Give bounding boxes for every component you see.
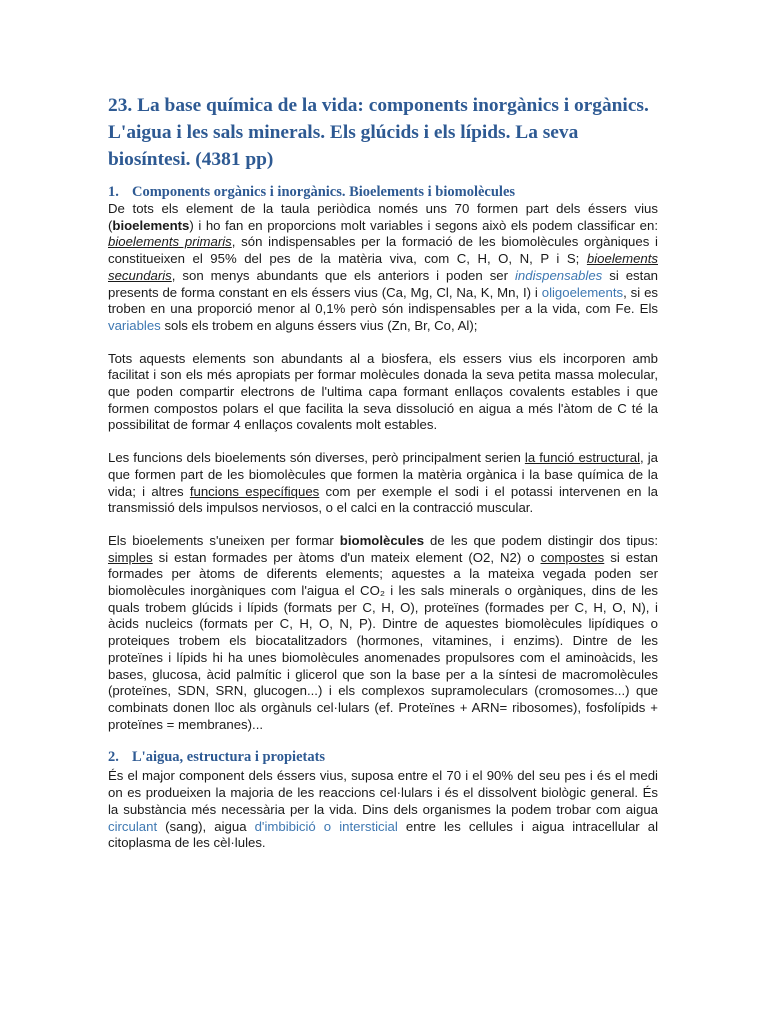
text-run: de les que podem distingir dos tipus: (424, 532, 658, 548)
section-1-paragraph-4 (108, 533, 658, 733)
section-1-heading-text: Components orgànics i inorgànics. Bioelements i biomolècules (132, 184, 516, 200)
section-1-paragraph-1 (108, 201, 658, 335)
document-page (108, 92, 658, 852)
term-secondary-bioelements: bioelements secundaris (108, 251, 658, 283)
text-run: De tots els element de la taula periòdica només uns 70 formen part dels éssers vius ( (108, 201, 658, 233)
text-run: (sang), aigua (157, 818, 255, 834)
text-run: entre les cellules i aigua intracellular al citoplasma de les cèl·lules. (108, 818, 658, 851)
text-run: , són indispensables per la formació de les biomolècules orgàniques i constitueixen el 95% del pes de la matèria viva, com C, H, O, N, P i S; (108, 234, 658, 267)
term-primary-bioelements: bioelements primaris (108, 234, 232, 250)
term-biomolecules: biomolècules (339, 532, 425, 548)
section-2-heading-text: L'aigua, estructura i propietats (132, 749, 326, 766)
section-1-paragraph-2: Tots aquests elements son abundants al a biosfera, els essers vius els incorporen amb facilitat i son els més apropiats per formar molècules donada la seva petita massa molecular, que poden compartir electrons de l'ultima capa formant enllaços covalents estables i que formen compostos polars el que facilita la seva dissolució en aigua a més l'àtom de C té la possibilitat de formar 4 enllaços covalents molt estables. (108, 350, 658, 433)
term-circulating: circulant (108, 818, 158, 834)
section-1-paragraph-3 (108, 450, 658, 517)
term-imbibition-interstitial: d'imbibició o intersticial (254, 818, 398, 834)
text-run: , si es troben en una proporció menor al 0,1% però són indispensables per a la vida, com Fe. Els (108, 284, 658, 317)
term-variables: variables (108, 317, 161, 333)
text-run: si estan formades per àtoms de diferents elements; aquestes a la mateixa vegada poden ser biomolècules inorgàniques com l'aigua el CO₂ i les sals minerals o orgàniques, dins de les quals trobem glúcids i lípids (formats per C, H, O), proteïnes (formades per C, H, O, N), i àcids nucleics (formats per C, H, O, N, P). Dintre de aquestes biomolècules lipídiques o proteiques trobem els biocatalitzadors (hormones, vitamines, i enzims). Dintre de les proteïnes i lípids hi ha unes biomolècules anomenades propulsores com el aminoàcids, les bases, glucosa, àcid palmític i glicerol que son la base per a la síntesi de macromolècules (proteïnes, SDN, SRN, glucogen...) i els complexos supramoleculars (cromosomes...) que combinats donen lloc als orgànuls cel·lulars (ef. Proteïnes + ARN= ribosomes), fosfolípids + proteïnes = membranes)... (108, 549, 658, 732)
text-run: si estan presents de forma constant en els éssers vius (Ca, Mg, Cl, Na, K, Mn, I) i (108, 267, 658, 300)
term-simple: simples (108, 549, 153, 565)
term-bioelements: bioelements (112, 217, 190, 233)
text-run: Els bioelements s'uneixen per formar (108, 532, 340, 548)
term-oligoelements: oligoelements (541, 284, 624, 300)
document-title: 23. La base química de la vida: components inorgànics i orgànics. L'aigua i les sals minerals. Els glúcids i els lípids. La seva biosíntesi. (4381 pp) (108, 95, 649, 170)
text-run: Les funcions dels bioelements són diverses, però principalment serien (108, 450, 525, 466)
text-run: si estan formades per àtoms d'un mateix element (O2, N2) o (152, 549, 541, 565)
term-specific-functions: funcions específiques (189, 483, 320, 499)
text-run: , ja que formen part de les biomolècules que formen la matèria orgànica i la base química de la vida; i altres (108, 450, 658, 499)
text-run: , son menys abundants que els anteriors i poden ser (171, 267, 515, 283)
section-2-paragraph-1 (108, 768, 658, 852)
text-run: com per exemple el sodi i el potassi intervenen en la transmissió dels impulsos nerviosos, o el calci en la contracció muscular. (108, 483, 659, 516)
text-run: sols els trobem en alguns éssers vius (Zn, Br, Co, Al); (160, 317, 478, 333)
section-2-number: 2. (108, 749, 119, 766)
term-compound: compostes (540, 549, 605, 565)
section-1-heading (108, 183, 658, 201)
text-run: ) i ho fan en proporcions molt variables i segons això els podem classificar en: (189, 217, 658, 233)
term-structural-function: la funció estructural (524, 450, 641, 466)
section-1-number: 1. (108, 184, 119, 200)
term-indispensable: indispensables (515, 267, 603, 283)
text-run: És el major component dels éssers vius, suposa entre el 70 i el 90% del seu pes i és el medi on es produeixen la majoria de les reaccions cel·lulars i és el dissolvent biològic general. És la substància més necessària per la vida. Dins dels organismes la podem trobar com aigua (108, 768, 658, 817)
section-2-heading (108, 748, 658, 766)
